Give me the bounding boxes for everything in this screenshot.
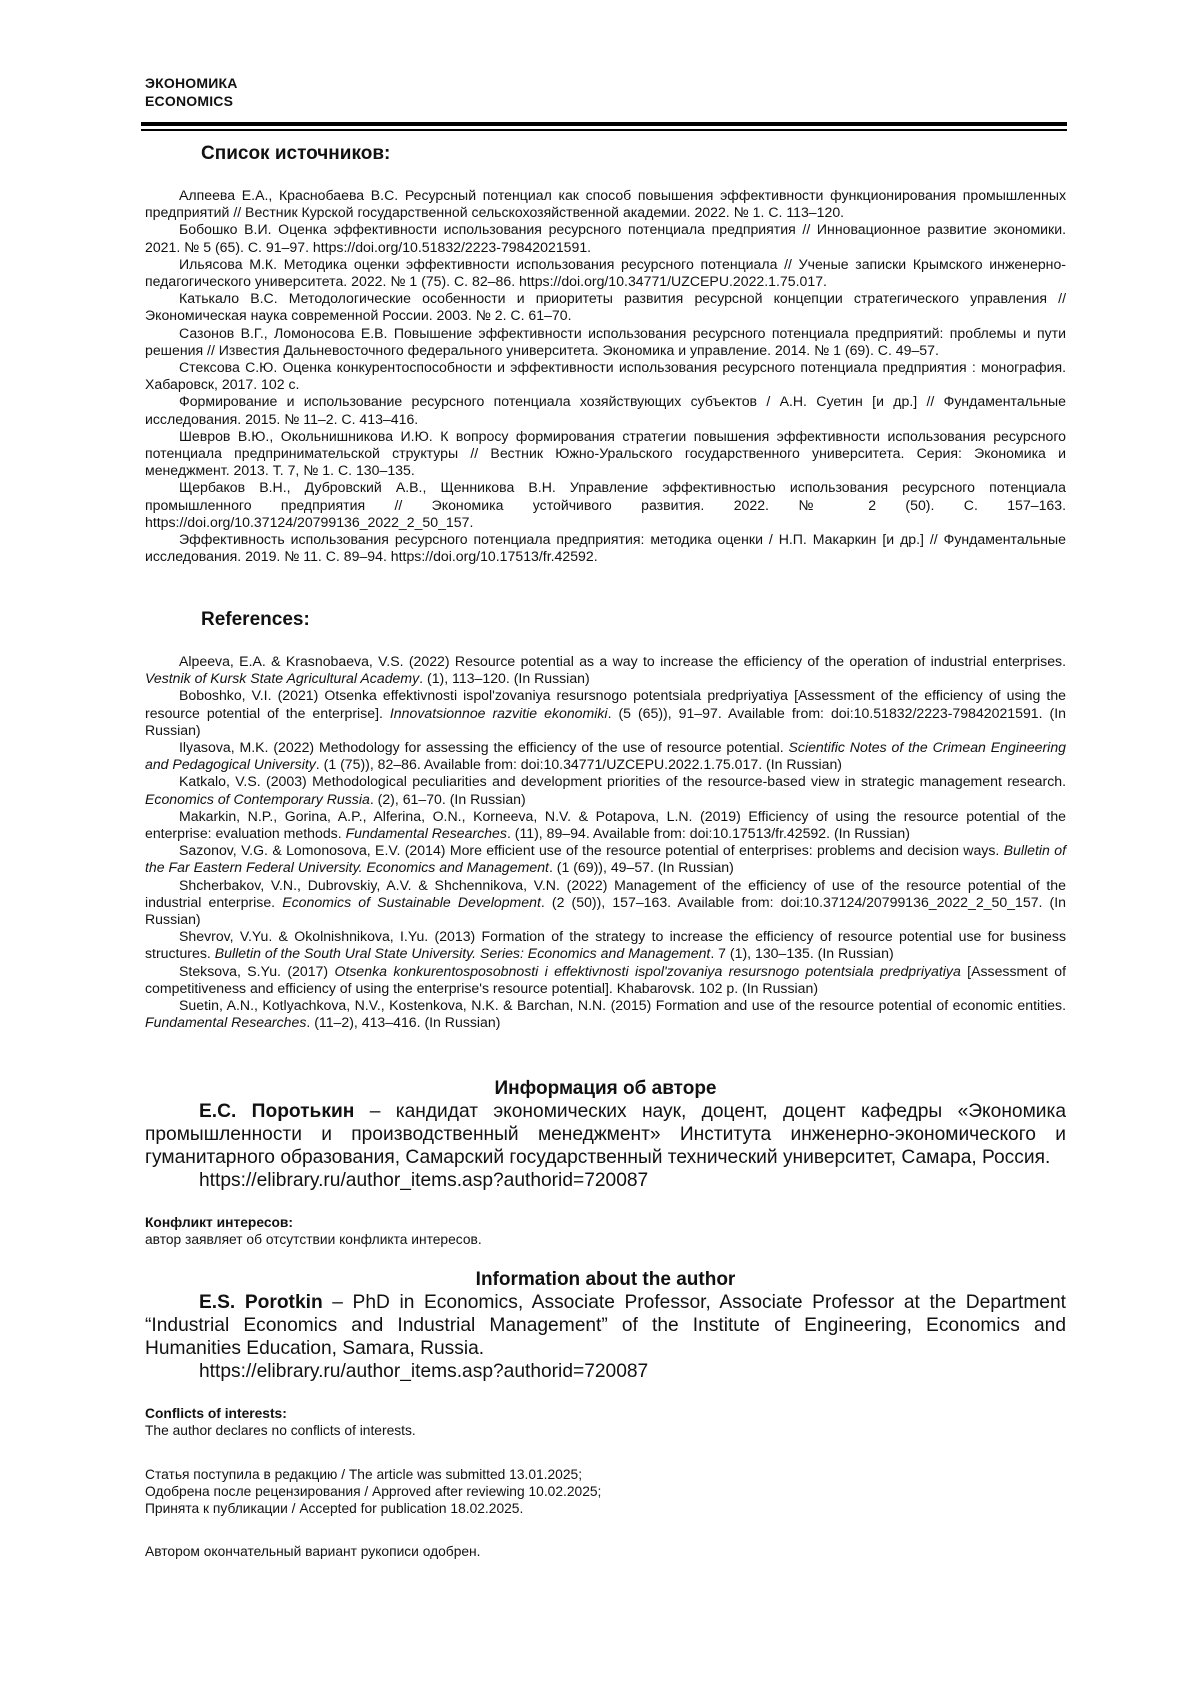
date-submitted: Статья поступила в редакцию / The article was submitted 13.01.2025; (145, 1467, 583, 1482)
date-approved: Одобрена после рецензирования / Approved after reviewing 10.02.2025; (145, 1484, 602, 1499)
source-item: Щербаков В.Н., Дубровский А.В., Щенникова В.Н. Управление эффективностью использования ресурсного потенциала промышленного предприятия // Экономика устойчивого развития. 2022. № 2 (50). С. 157–163. https://doi.org/10.37124/20799136_2022_2_50_157. (145, 479, 1066, 530)
references-list (145, 653, 1066, 1031)
author-bio-ru: Е.С. Поротькин – кандидат экономических наук, доцент, доцент кафедры «Экономика промышленности и производственный менеджмент» Института инженерно-экономического и гуманитарного образования, Самарский государственный технический университет, Самара, Россия. (145, 1101, 1066, 1168)
section-name-en: ECONOMICS (145, 93, 234, 109)
reference-item: Steksova, S.Yu. (2017) Otsenka konkurentosposobnosti i effektivnosti ispol'zovaniya resursnogo potentsiala predpriyatiya [Assessment of competitiveness and efficiency of using the enterprise's resource potential]. Khabarovsk. 102 p. (In Russian) (145, 962, 1066, 996)
conflict-title-en: Conflicts of interests: (145, 1406, 287, 1421)
header-rule-thin (141, 129, 1067, 131)
source-item: Эффективность использования ресурсного потенциала предприятия: методика оценки / Н.П. Макаркин [и др.] // Фундаментальные исследования. 2019. № 11. С. 89–94. https://doi.org/10.17513/fr.42592. (145, 531, 1066, 565)
conflict-text-en: The author declares no conflicts of interests. (145, 1423, 416, 1438)
section-name-ru: ЭКОНОМИКА (145, 75, 238, 91)
date-accepted: Принята к публикации / Accepted for publication 18.02.2025. (145, 1501, 524, 1516)
sources-title: Список источников: (201, 143, 391, 164)
source-item: Катькало В.С. Методологические особенности и приоритеты развития ресурсной концепции стратегического управления // Экономическая наука современной России. 2003. № 2. С. 61–70. (145, 290, 1066, 324)
reference-item: Ilyasova, M.K. (2022) Methodology for assessing the efficiency of the use of resource potential. Scientific Notes of the Crimean Engineering and Pedagogical University. (1 (75)), 82–86. Available from: doi:10.34771/UZCEPU.2022.1.75.017. (In Russian) (145, 739, 1066, 773)
author-profile-link-en[interactable]: https://elibrary.ru/author_items.asp?authorid=720087 (199, 1361, 649, 1382)
author-info-title-en: Information about the author (475, 1269, 736, 1290)
reference-item: Alpeeva, E.A. & Krasnobaeva, V.S. (2022) Resource potential as a way to increase the efficiency of the operation of industrial enterprises. Vestnik of Kursk State Agricultural Academy. (1), 113–120. (In Russian) (145, 653, 1066, 687)
author-name-en: E.S. Porotkin (199, 1292, 323, 1313)
header-rule-thick (141, 122, 1067, 126)
source-item: Стексова С.Ю. Оценка конкурентоспособности и эффективности использования ресурсного потенциала предприятия : монография. Хабаровск, 2017. 102 с. (145, 359, 1066, 393)
source-item: Формирование и использование ресурсного потенциала хозяйствующих субъектов / А.Н. Суетин [и др.] // Фундаментальные исследования. 2015. № 11–2. С. 413–416. (145, 393, 1066, 427)
reference-item: Sazonov, V.G. & Lomonosova, E.V. (2014) More efficient use of the resource potential of enterprises: problems and decision ways. Bulletin of the Far Eastern Federal University. Economics and Management. (1 (69)), 49–57. (In Russian) (145, 842, 1066, 876)
conflict-block-en (145, 1405, 416, 1439)
reference-item: Shcherbakov, V.N., Dubrovskiy, A.V. & Shchennikova, V.N. (2022) Management of the efficiency of use of the resource potential of the industrial enterprise. Economics of Sustainable Development. (2 (50)), 157–163. Available from: doi:10.37124/20799136_2022_2_50_157. (In Russian) (145, 876, 1066, 928)
conflict-text-ru: автор заявляет об отсутствии конфликта интересов. (145, 1232, 482, 1247)
reference-item: Katkalo, V.S. (2003) Methodological peculiarities and development priorities of the resource-based view in strategic management research. Economics of Contemporary Russia. (2), 61–70. (In Russian) (145, 773, 1066, 807)
sources-list (145, 187, 1066, 565)
final-approval-note: Автором окончательный вариант рукописи одобрен. (145, 1544, 481, 1559)
source-item: Шевров В.Ю., Окольнишникова И.Ю. К вопросу формирования стратегии повышения эффективности использования ресурсного потенциала предпринимательской структуры // Вестник Южно-Уральского государственного университета. Серия: Экономика и менеджмент. 2013. Т. 7, № 1. С. 130–135. (145, 427, 1066, 479)
reference-item: Suetin, A.N., Kotlyachkova, N.V., Kostenkova, N.K. & Barchan, N.N. (2015) Formation and use of the resource potential of economic entities. Fundamental Researches. (11–2), 413–416. (In Russian) (145, 997, 1066, 1031)
article-dates (145, 1466, 601, 1517)
author-info-en (145, 1291, 1066, 1383)
author-profile-link-ru[interactable]: https://elibrary.ru/author_items.asp?authorid=720087 (199, 1170, 649, 1191)
reference-item: Makarkin, N.P., Gorina, A.P., Alferina, O.N., Korneeva, N.V. & Potapova, L.N. (2019) Efficiency of using the resource potential of the enterprise: evaluation methods. Fundamental Researches. (11), 89–94. Available from: doi:10.17513/fr.42592. (In Russian) (145, 807, 1066, 842)
author-info-ru (145, 1100, 1066, 1192)
conflict-title-ru: Конфликт интересов: (145, 1215, 293, 1230)
reference-item: Shevrov, V.Yu. & Okolnishnikova, I.Yu. (2013) Formation of the strategy to increase the efficiency of resource potential use for business structures. Bulletin of the South Ural State University. Series: Economics and Management. 7 (1), 130–135. (In Russian) (145, 928, 1066, 962)
author-name-ru: Е.С. Поротькин (199, 1101, 355, 1122)
source-item: Ильясова М.К. Методика оценки эффективности использования ресурсного потенциала // Ученые записки Крымского инженерно-педагогического университета. 2022. № 1 (75). С. 82–86. https://doi.org/10.34771/UZCEPU.2022.1.75.017. (145, 255, 1066, 290)
source-item: Алпеева Е.А., Краснобаева В.С. Ресурсный потенциал как способ повышения эффективности функционирования промышленных предприятий // Вестник Курской государственной сельскохозяйственной академии. 2022. № 1. С. 113–120. (145, 187, 1066, 221)
reference-item: Boboshko, V.I. (2021) Otsenka effektivnosti ispol'zovaniya resursnogo potentsiala predpriyatiya [Assessment of the efficiency of using the resource potential of the enterprise]. Innovatsionnoe razvitie ekonomiki. (5 (65)), 91–97. Available from: doi:10.51832/2223-79842021591. (In Russian) (145, 687, 1066, 738)
references-title: References: (201, 609, 310, 630)
author-bio-en: E.S. Porotkin – PhD in Economics, Associate Professor, Associate Professor at the Department “Industrial Economics and Industrial Management” of the Institute of Engineering, Economics and Humanities Education, Samara, Russia. (145, 1292, 1066, 1359)
journal-section-header (145, 74, 238, 110)
source-item: Бобошко В.И. Оценка эффективности использования ресурсного потенциала предприятия // Инновационное развитие экономики. 2021. № 5 (65). С. 91–97. https://doi.org/10.51832/2223-79842021591. (145, 221, 1066, 255)
conflict-block-ru (145, 1214, 482, 1248)
author-info-title-ru: Информация об авторе (494, 1078, 717, 1099)
source-item: Сазонов В.Г., Ломоносова Е.В. Повышение эффективности использования ресурсного потенциала предприятий: проблемы и пути решения // Известия Дальневосточного федерального университета. Экономика и управление. 2014. № 1 (69). С. 49–57. (145, 324, 1066, 358)
